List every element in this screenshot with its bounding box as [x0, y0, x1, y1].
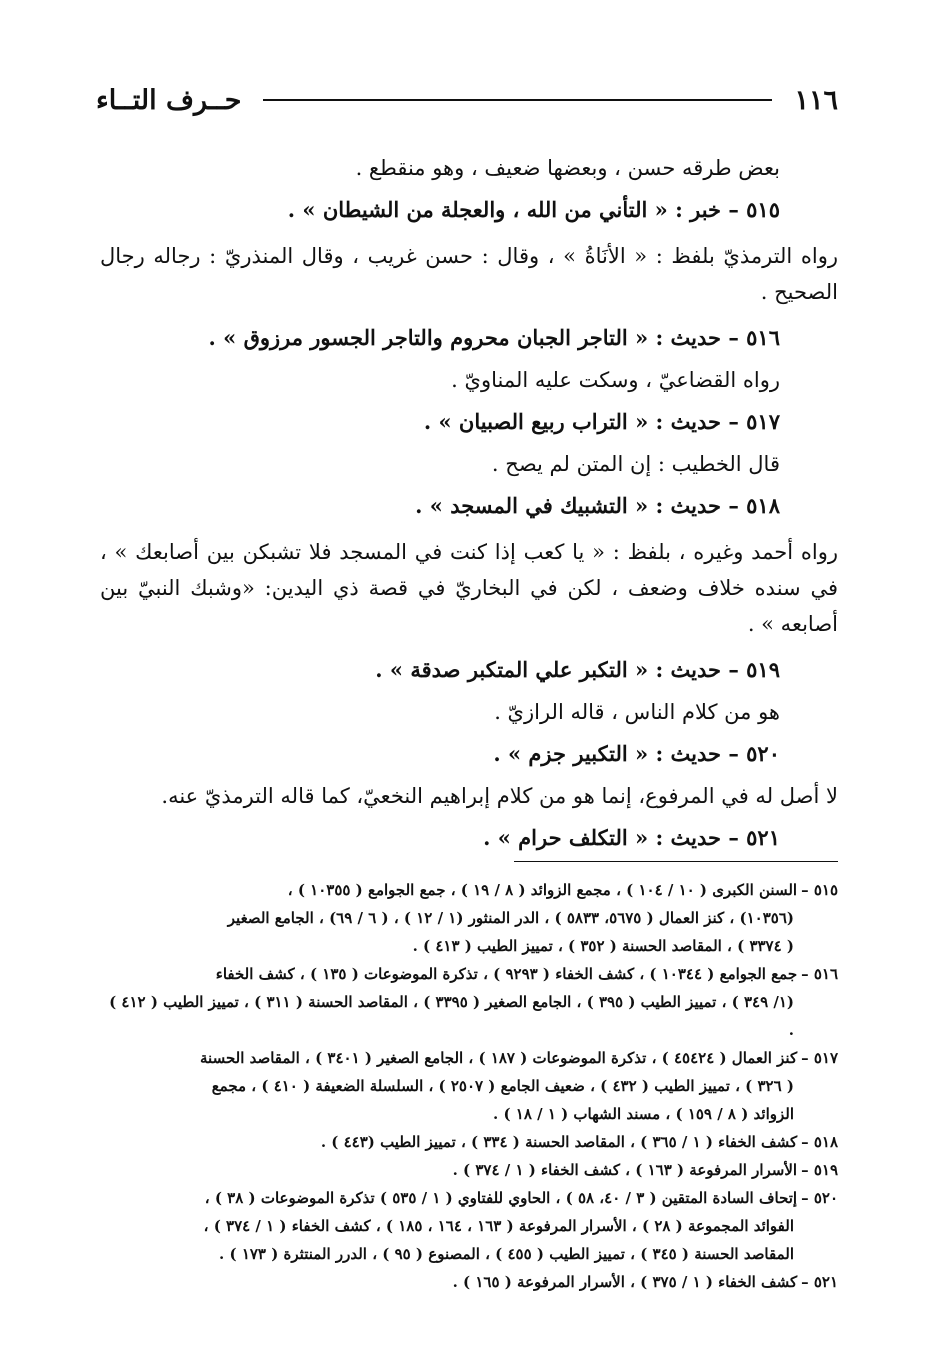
footnotes: [100, 876, 838, 1296]
footnote-number: ٥١٧ –: [801, 1049, 838, 1067]
hadith-entry-515: ٥١٥ – خبر : « التأني من الله ، والعجلة من الشيطان » .: [287, 197, 780, 222]
footnote-line: إتحاف السادة المتقين ( ٣ / ٤٠، ٥٨ ) ، الحاوي للفتاوي ( ١ / ٥٣٥ ) تذكرة الموضوعات ( ٣٨ ) ،: [204, 1189, 798, 1207]
text-paragraph: رواه أحمد وغيره ، بلفظ : « يا كعب إذا كنت في المسجد فلا تشبكن بين أصابعك » ، في سنده خلاف وضعف ، لكن في البخاريّ في قصة ذي اليدين: «وشبك النبيّ بين أصابعه » .: [100, 540, 838, 636]
text-paragraph: بعض طرقه حسن ، وبعضها ضعيف ، وهو منقطع .: [355, 156, 780, 180]
text-paragraph: هو من كلام الناس ، قاله الرازيّ .: [494, 700, 780, 724]
footnote-line: جمع الجوامع ( ١٠٣٤٤ ) ، كشف الخفاء ( ٩٢٩٣ ) ، تذكرة الموضوعات ( ١٣٥ ) ، كشف الخفاء: [215, 965, 798, 983]
text-paragraph: قال الخطيب : إن المتن لم يصح .: [491, 452, 780, 476]
page-number: ١١٦: [794, 84, 838, 116]
footnote-number: ٥٢١ –: [801, 1273, 838, 1291]
footnote-line: كشف الخفاء ( ١ / ٣٦٥ ) ، المقاصد الحسنة ( ٣٣٤ ) ، تمييز الطيب (٤٤٣ ) .: [320, 1133, 798, 1151]
footnote-517: [100, 1044, 838, 1072]
footnote-516: [100, 960, 838, 988]
text-paragraph: لا أصل له في المرفوع، إنما هو من كلام إبراهيم النخعيّ، كما قاله الترمذيّ عنه.: [161, 784, 838, 808]
footnote-number: ٥١٩ –: [801, 1161, 838, 1179]
footnote-519: [100, 1156, 838, 1184]
footnote-line: كنز العمال ( ٤٥٤٢٤ ) ، تذكرة الموضوعات ( ١٨٧ ) ، الجامع الصغير ( ٣٤٠١ ) ، المقاصد الحسنة: [200, 1049, 798, 1067]
footnote-line: (١/ ٣٤٩ ) ، تمييز الطيب ( ٣٩٥ ) ، الجامع الصغير ( ٣٣٩٥ ) ، المقاصد الحسنة ( ٣١١ ) ، تمييز الطيب ( ٤١٢ ) .: [109, 993, 794, 1039]
footnote-number: ٥١٨ –: [801, 1133, 838, 1151]
footnote-line: السنن الكبرى ( ١٠ / ١٠٤ ) ، مجمع الزوائد ( ٨ / ١٩ ) ، جمع الجوامع ( ١٠٣٥٥ ) ،: [287, 881, 798, 899]
footnote-line: المقاصد الحسنة ( ٣٤٥ ) ، تمييز الطيب ( ٤٥٥ ) ، المصنوع ( ٩٥ ) ، الدرر المنتثرة ( ١٧٣ ) .: [219, 1245, 794, 1263]
footnote-line: الزوائد ( ٨ / ١٥٩ ) ، مسند الشهاب ( ١ / ١٨ ) .: [493, 1105, 794, 1123]
footnote-number: ٥١٦ –: [801, 965, 838, 983]
page-header: [96, 78, 838, 122]
running-title: حــرف التــاء: [96, 84, 242, 116]
footnote-number: ٥١٥ –: [801, 881, 838, 899]
hadith-entry-517: ٥١٧ – حديث : « التراب ربيع الصبيان » .: [423, 409, 780, 434]
hadith-entry-519: ٥١٩ – حديث : « التكبر علي المتكبر صدقة » .: [375, 657, 780, 682]
hadith-entry-520: ٥٢٠ – حديث : « التكبير جزم » .: [493, 741, 780, 766]
footnote-520: [100, 1184, 838, 1212]
footnote-line: الأسرار المرفوعة ( ١٦٣ ) ، كشف الخفاء ( ١ / ٣٧٤ ) .: [452, 1161, 798, 1179]
footnote-518: [100, 1128, 838, 1156]
footnote-515: [100, 876, 838, 904]
footnote-line: (١٠٣٥٦) ، كنز العمال ( ٥٦٧٥، ٥٨٣٣ ) ، الدر المنثور (١ / ١٢ ) ، ( ٦ / ٦٩) ، الجامع الصغير: [227, 909, 794, 927]
footnote-line: كشف الخفاء ( ١ / ٣٧٥ ) ، الأسرار المرفوعة ( ١٦٥ ) .: [452, 1273, 798, 1291]
footnote-line: ( ٣٣٧٤ ) ، المقاصد الحسنة ( ٣٥٢ ) ، تمييز الطيب ( ٤١٣ ) .: [412, 937, 794, 955]
footnote-separator: [514, 861, 838, 862]
footnote-line: ( ٣٢٦ ) ، تمييز الطيب ( ٤٣٢ ) ، ضعيف الجامع ( ٢٥٠٧ ) ، السلسلة الضعيفة ( ٤١٠ ) ، مجمع: [211, 1077, 794, 1095]
hadith-entry-518: ٥١٨ – حديث : « التشبيك في المسجد » .: [415, 493, 780, 518]
text-paragraph: رواه الترمذيّ بلفظ : « الأنَاةُ » ، وقال : حسن غريب ، وقال المنذريّ : رجاله رجال الصحيح .: [100, 244, 838, 304]
main-text: [100, 150, 838, 852]
text-paragraph: رواه القضاعيّ ، وسكت عليه المناويّ .: [451, 368, 780, 392]
footnote-line: الفوائد المجموعة ( ٢٨ ) ، الأسرار المرفوعة ( ١٦٣ ، ١٦٤ ، ١٨٥ ) ، كشف الخفاء ( ١ / ٣٧٤ ) ،: [203, 1217, 794, 1235]
footnote-number: ٥٢٠ –: [801, 1189, 838, 1207]
header-rule: [263, 99, 772, 101]
footnote-521: [100, 1268, 838, 1296]
hadith-entry-521: ٥٢١ – حديث : « التكلف حرام » .: [483, 825, 780, 850]
hadith-entry-516: ٥١٦ – حديث : « التاجر الجبان محروم والتاجر الجسور مرزوق » .: [208, 325, 780, 350]
